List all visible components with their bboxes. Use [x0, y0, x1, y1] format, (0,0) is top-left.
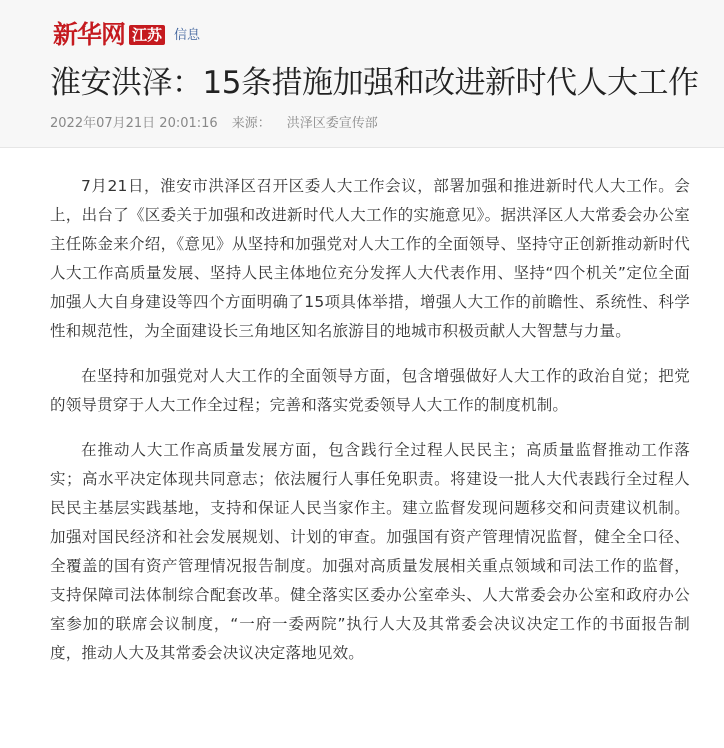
jiangsu-region-badge[interactable]: 江苏 [129, 25, 165, 45]
article-meta [50, 115, 378, 133]
article-paragraph: 7月21日，淮安市洪泽区召开区委人大工作会议，部署加强和推进新时代人大工作。会上，出台了《区委关于加强和改进新时代人大工作的实施意见》。据洪泽区人大常委会办公室主任陈金来介绍，《意见》从坚持和加强党对人大工作的全面领导、坚持守正创新推动新时代人大工作高质量发展、坚持人民主体地位充分发挥人大代表作用、坚持“四个机关”定位全面加强人大自身建设等四个方面明确了15项具体举措，增强人大工作的前瞻性、系统性、科学性和规范性，为全面建设长三角地区知名旅游目的地城市积极贡献人大智慧与力量。 [50, 177, 690, 340]
article-paragraph: 在坚持和加强党对人大工作的全面领导方面，包含增强做好人大工作的政治自觉；把党的领导贯穿于人大工作全过程；完善和落实党委领导人大工作的制度机制。 [50, 367, 690, 414]
channel-link[interactable]: 信息 [174, 28, 201, 43]
site-brand[interactable] [53, 20, 200, 50]
page-header [0, 0, 724, 148]
article-title: 淮安洪泽：15条措施加强和改进新时代人大工作 [50, 65, 699, 101]
source-name: 洪泽区委宣传部 [286, 116, 378, 131]
source-label: 来源： [231, 116, 271, 131]
publish-datetime: 2022年07月21日 20:01:16 [50, 116, 218, 131]
xinhuanet-logo[interactable]: 新华网 [53, 20, 126, 49]
article-body [50, 172, 690, 684]
article-paragraph: 在推动人大工作高质量发展方面，包含践行全过程人民民主；高质量监督推动工作落实；高水平决定体现共同意志；依法履行人事任免职责。将建设一批人大代表践行全过程人民民主基层实践基地，支持和保证人民当家作主。建立监督发现问题移交和问责建议机制。加强对国民经济和社会发展规划、计划的审查。加强国有资产管理情况监督，健全全口径、全覆盖的国有资产管理情况报告制度。加强对高质量发展相关重点领域和司法工作的监督，支持保障司法体制综合配套改革。健全落实区委办公室牵头、人大常委会办公室和政府办公室参加的联席会议制度，“一府一委两院”执行人大及其常委会决议决定工作的书面报告制度，推动人大及其常委会决议决定落地见效。 [50, 441, 690, 662]
